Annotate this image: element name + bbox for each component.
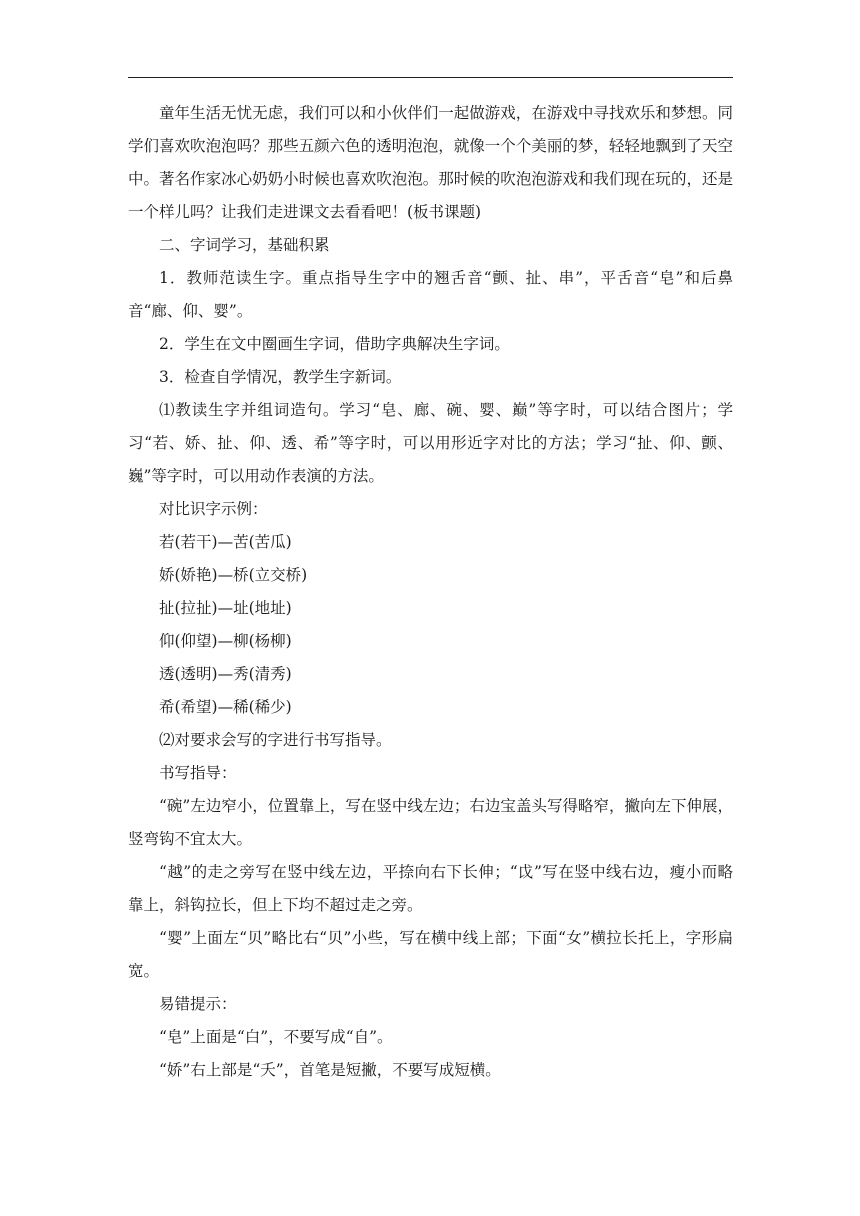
step-3-paragraph: 3．检查自学情况，教学生字新词。 <box>159 368 402 386</box>
step-2-paragraph: 2．学生在文中圈画生字词，借助字典解决生字词。 <box>159 335 510 353</box>
compare-pair: 希(希望)—稀(稀少) <box>159 698 292 716</box>
compare-pair: 扯(拉扯)—址(地址) <box>159 599 292 617</box>
sub-step-1-paragraph: ⑴教读生字并组词造句。学习“皂、廊、碗、婴、巅”等字时，可以结合图片；学习“若、娇、扯、仰、透、希”等字时，可以用形近字对比的方法；学习“扯、仰、颤、巍”等字时，可以用动作表演的方法。 <box>128 401 733 485</box>
error-tips-title: 易错提示： <box>159 995 237 1013</box>
compare-pair: 透(透明)—秀(清秀) <box>159 665 292 683</box>
writing-guide-paragraph: “越”的走之旁写在竖中线左边，平捺向右下长伸；“戉”写在竖中线右边，瘦小而略靠上，斜钩拉长，但上下均不超过走之旁。 <box>128 863 733 914</box>
error-tip: “娇”右上部是“夭”，首笔是短撇，不要写成短横。 <box>159 1061 501 1079</box>
error-tip: “皂”上面是“白”，不要写成“自”。 <box>159 1028 393 1046</box>
document-body <box>128 97 733 1087</box>
writing-guide-paragraph: “碗”左边窄小，位置靠上，写在竖中线左边；右边宝盖头写得略窄，撇向左下伸展，竖弯钩不宜太大。 <box>128 797 733 848</box>
header-rule <box>128 77 733 78</box>
writing-guide-paragraph: “婴”上面左“贝”略比右“贝”小些，写在横中线上部；下面“女”横拉长托上，字形扁宽。 <box>128 929 733 980</box>
compare-pair: 娇(娇艳)—桥(立交桥) <box>159 566 308 584</box>
compare-pair: 仰(仰望)—柳(杨柳) <box>159 632 292 650</box>
step-1-paragraph: 1．教师范读生字。重点指导生字中的翘舌音“颤、扯、串”，平舌音“皂”和后鼻音“廊、仰、婴”。 <box>128 269 733 320</box>
compare-title: 对比识字示例： <box>159 500 268 518</box>
intro-paragraph: 童年生活无忧无虑，我们可以和小伙伴们一起做游戏，在游戏中寻找欢乐和梦想。同学们喜欢吹泡泡吗？那些五颜六色的透明泡泡，就像一个个美丽的梦，轻轻地飘到了天空中。著名作家冰心奶奶小时候也喜欢吹泡泡。那时候的吹泡泡游戏和我们现在玩的，还是一个样儿吗？让我们走进课文去看看吧！(板书课题) <box>128 104 733 221</box>
compare-pair: 若(若干)—苦(苦瓜) <box>159 533 292 551</box>
writing-guide-title: 书写指导： <box>159 764 237 782</box>
section-heading: 二、字词学习，基础积累 <box>159 236 330 254</box>
sub-step-2-paragraph: ⑵对要求会写的字进行书写指导。 <box>159 731 392 749</box>
